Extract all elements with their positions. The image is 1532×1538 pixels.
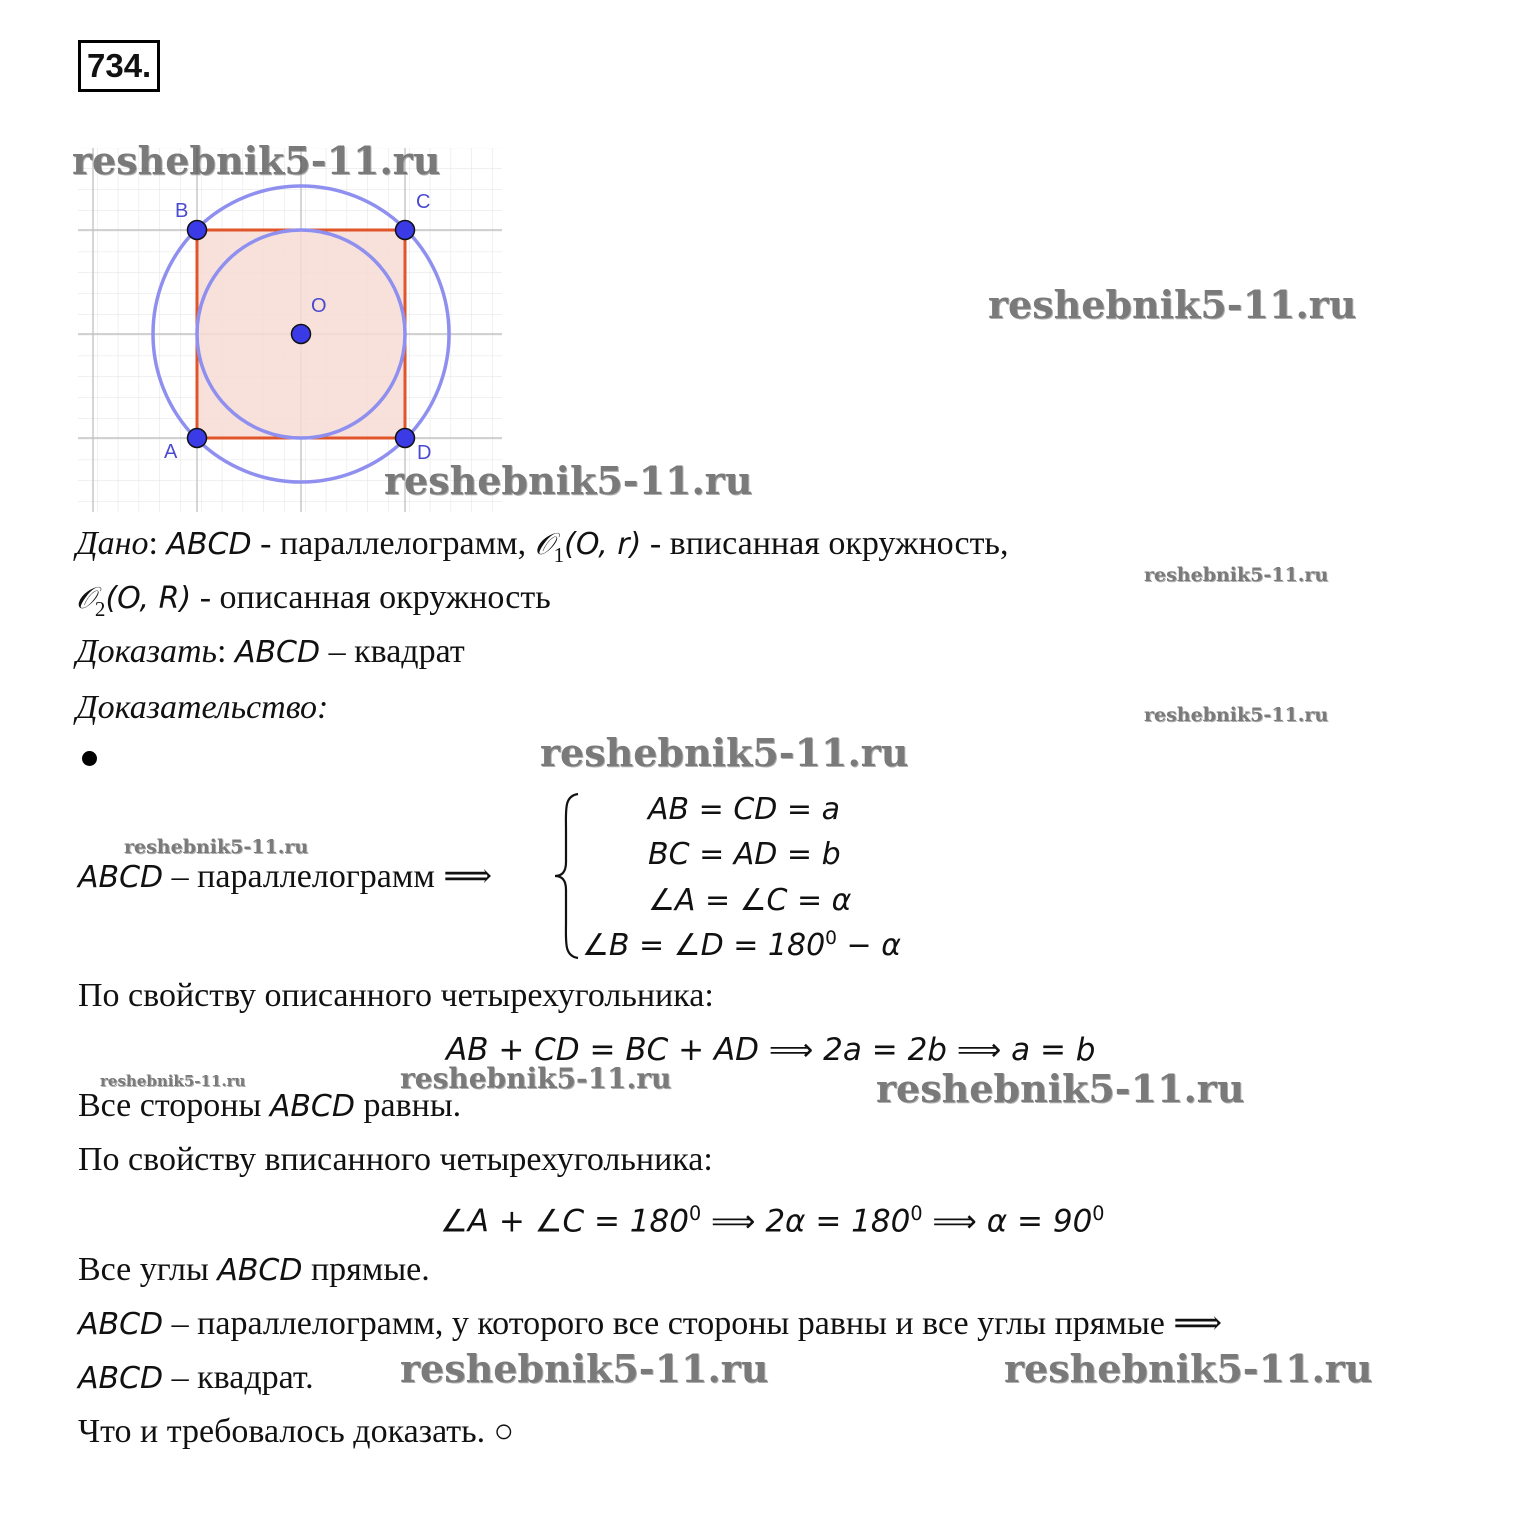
label-d: D xyxy=(417,442,432,464)
equation-sides: AB + CD = BC + AD ⟹ 2a = 2b ⟹ a = b xyxy=(446,1032,1096,1068)
system-eq-1: AB = CD = a xyxy=(648,792,840,827)
prop-inscribed: По свойству вписанного четырехугольника: xyxy=(78,1141,713,1178)
qed-line: Что и требовалось доказать. ○ xyxy=(78,1413,515,1450)
system-brace xyxy=(552,790,582,962)
prove-label: Доказать xyxy=(76,633,217,670)
proof-label: Доказательство: xyxy=(76,689,329,726)
watermark: reshebnik5-11.ru xyxy=(876,1066,1245,1111)
system-eq-2: BC = AD = b xyxy=(648,837,841,872)
watermark: reshebnik5-11.ru xyxy=(400,1062,672,1095)
prop-circumscribed: По свойству описанного четырехугольника: xyxy=(78,977,714,1014)
watermark: reshebnik5-11.ru xyxy=(540,730,909,775)
watermark: reshebnik5-11.ru xyxy=(100,1072,246,1090)
conclusion-line-1: ABCD – параллелограмм, у которого все стороны равны и все углы прямые ⟹ xyxy=(78,1305,1223,1342)
given-line-2: 𝒪$_2$(O, R) - описанная окружность xyxy=(76,579,551,621)
system-eq-3: ∠A = ∠C = α xyxy=(648,883,852,918)
equation-angles: ∠A + ∠C = $180^0$ ⟹ $2\alpha = 180^0$ ⟹ $\alpha = 90^0$ xyxy=(440,1202,1105,1240)
point-c xyxy=(396,221,415,240)
bullet xyxy=(82,751,97,766)
point-d xyxy=(396,429,415,448)
watermark: reshebnik5-11.ru xyxy=(1144,564,1329,586)
label-a: A xyxy=(164,441,178,463)
parallelogram-line: ABCD – параллелограмм ⟹ xyxy=(78,858,493,895)
all-sides-line: Все стороны ABCD равны. xyxy=(78,1087,462,1124)
point-b xyxy=(188,221,207,240)
point-o xyxy=(292,325,311,344)
given-line-1: Дано: ABCD - параллелограмм, 𝒪$_1$(O, r) - вписанная окружность, xyxy=(76,525,1009,567)
problem-number: 734. xyxy=(78,40,160,92)
watermark: reshebnik5-11.ru xyxy=(1144,704,1329,726)
label-o: O xyxy=(311,295,327,317)
watermark: reshebnik5-11.ru xyxy=(384,458,753,503)
conclusion-line-2: ABCD – квадрат. xyxy=(78,1359,314,1396)
system-eq-4: ∠B = ∠D = $180^0 - \alpha$ xyxy=(582,928,901,963)
label-b: B xyxy=(175,200,189,222)
prove-line: Доказать: ABCD – квадрат xyxy=(76,633,465,670)
given-label: Дано xyxy=(76,525,149,562)
point-a xyxy=(188,429,207,448)
all-angles-line: Все углы ABCD прямые. xyxy=(78,1251,430,1288)
watermark: reshebnik5-11.ru xyxy=(72,138,441,183)
math-abcd: ABCD xyxy=(166,527,252,562)
watermark: reshebnik5-11.ru xyxy=(400,1346,769,1391)
watermark: reshebnik5-11.ru xyxy=(1004,1346,1373,1391)
label-c: C xyxy=(416,191,431,213)
watermark: reshebnik5-11.ru xyxy=(124,836,309,858)
watermark: reshebnik5-11.ru xyxy=(988,282,1357,327)
